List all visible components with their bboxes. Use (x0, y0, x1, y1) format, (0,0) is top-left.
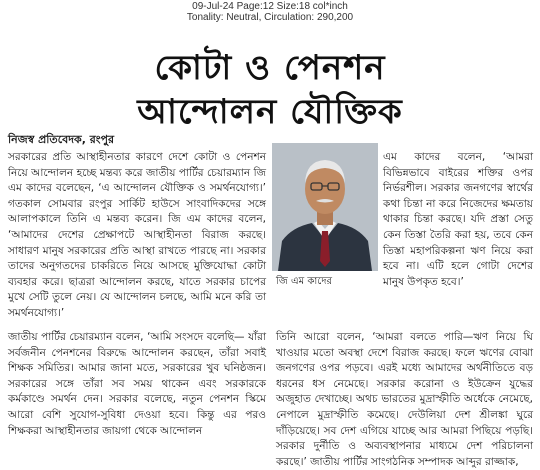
article-bottom-section (8, 330, 533, 468)
article-paragraph: সরকারের প্রতি আস্থাহীনতার কারণে দেশে কোটা ও পেনশন নিয়ে আন্দোলন হচ্ছে মন্তব্য করে জাতীয় পার্টির চেয়ারম্যান জি এম কাদের বলেছেন, ‘এ আন্দোলন যৌক্তিক ও সমর্থনযোগ্য।’ গতকাল সোমবার রংপুর সার্কিট হাউসে সাংবাদিকদের সঙ্গে আলাপকালে তিনি এ মন্তব্য করেন। জি এম কাদের বলেন, ‘আমাদের দেশের প্রেক্ষাপটে আস্থাহীনতা বিরাজ করছে। সাধারণ মানুষ সরকারের প্রতি আস্থা রাখতে পারছে না। সরকার তাদের অনুগতদের চাকরিতে নিয়ে আসছে মুক্তিযোদ্ধা কোটা ব্যবহার করে। ছাত্ররা আন্দোলন করছে, যাতে সরকার চাপের মুখে সেটি তুলে নেয়। যে আন্দোলন চলছে, আমি মনে করি তা সমর্থনযোগ্য।’ (8, 151, 266, 319)
headline-line-2: আন্দোলন যৌক্তিক (137, 92, 403, 132)
portrait-photo (272, 143, 378, 271)
article-paragraph: তিনি আরো বলেন, ‘আমরা বলতে পারি—ঋণ নিয়ে ঘি খাওয়ার মতো অবস্থা দেশে বিরাজ করছে। ফলে ঋণের বোঝা জনগণের ওপর পড়বে। এরই মধ্যে আমাদের অর্থনীতিতে বড় ধরনের ধস নেমেছে। সরকার করোনা ও ইউক্রেন যুদ্ধের অজুহাত দেখাচ্ছে। অথচ ভারতের মুদ্রাস্ফীতি অর্ধেকে নেমেছে, নেপালে মুদ্রাস্ফীতি কমেছে। দেউলিয়া দেশ শ্রীলঙ্কা ঘুরে দাঁড়িয়েছে। সব দেশ এগিয়ে যাচ্ছে আর আমরা পিছিয়ে পড়ছি। সরকার দুর্নীতি ও অব্যবস্থাপনার মাধ্যমে দেশ পরিচালনা করছে।’ জাতীয় পার্টির সাংগঠনিক সম্পাদক আব্দুর রাজ্জাক, (276, 331, 533, 468)
photo-caption: জি এম কাদের (276, 276, 332, 287)
portrait-illustration (272, 143, 378, 271)
headline-line-1: কোটা ও পেনশন (154, 48, 386, 88)
article-paragraph: এম কাদের বলেন, ‘আমরা বিভিন্নভাবে বাইরের শক্তির ওপর নির্ভরশীল। সরকার জনগণের স্বার্থের কথা চিন্তা না করে নিজেদের ক্ষমতায় থাকার চিন্তা করছে। যদি প্রস্তা সেতু কেন তিস্তা তৈরি করা হয়, তবে কেন তিস্তা মহাপরিকল্পনা ঋণ নিয়ে করা হবে না। এটি হলে গোটা দেশের মানুষ উপকৃত হবে।’ (383, 151, 533, 288)
article-right-column (383, 150, 533, 340)
clipping-meta-line-2: Tonality: Neutral, Circulation: 290,200 (186, 12, 354, 23)
article-left-column (8, 150, 266, 330)
byline: নিজস্ব প্রতিবেদক, রংপুর (8, 133, 115, 146)
clipping-meta-line-1: 09-Jul-24 Page:12 Size:18 col*inch (192, 1, 348, 12)
article-paragraph: জাতীয় পার্টির চেয়ারম্যান বলেন, ‘আমি সংসদে বলেছি— যাঁরা সর্বজনীন পেনশনের বিরুদ্ধে আন্দোলন করছেন, তাঁরা সবাই শিক্ষক সমিতির। আমার জানা মতে, সরকারের খুব ঘনিষ্ঠজন। সরকারের সঙ্গে তাঁরা সব সময় থাকেন এবং সরকারকে কর্মকাণ্ডে সমর্থন দেন। সরকার বলেছে, নতুন পেনশন স্কিমে আরো বেশি সুযোগ-সুবিধা দেওয়া হবে। কিন্তু এর পরও শিক্ষকরা আস্থাহীনতার জায়গা থেকে আন্দোলন (8, 331, 266, 437)
